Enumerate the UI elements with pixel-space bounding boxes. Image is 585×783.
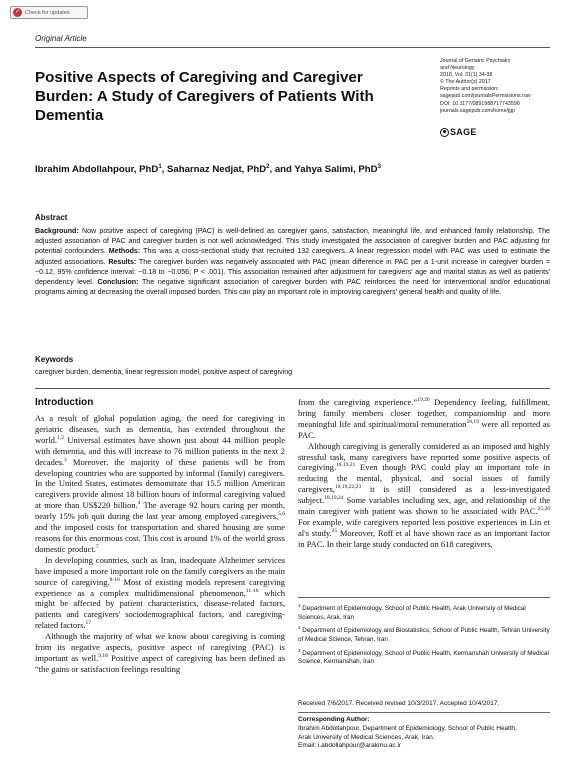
corresponding-line: Arak University of Medical Sciences, Arak, Iran. <box>298 733 435 741</box>
author-affil-sup: 2 <box>266 164 270 170</box>
author-name: Saharnaz Nedjat, PhD <box>167 164 267 176</box>
affiliation-item <box>298 647 550 667</box>
author-affil-sup: 1 <box>158 164 162 170</box>
text-run: were all reported as PAC. <box>298 418 550 440</box>
affiliation-sup: 3 <box>298 647 301 653</box>
text-run: Positive aspect of caregiving has been defined as “the gains or satisfaction feelings resulting <box>35 652 285 674</box>
citation-link[interactable]: 9,18 <box>98 653 108 660</box>
abstract-background: Now positive aspect of caregiving (PAC) is well-defined as caregiver gains, satisfaction, meaningful life, and enhanced family relationship. The adjusted association of PAC and caregiver burden is not well acknowledged. This study investigated the association of caregiver burden and PAC adjusting for potential confounders. <box>35 227 550 256</box>
keywords-text: caregiver burden, dementia, linear regression model, positive aspect of caregiving <box>35 368 293 376</box>
journal-line: 2018, Vol. 31(1) 34-38 <box>440 72 493 79</box>
top-divider <box>35 47 550 48</box>
text-run: Moreover, Roff et al have shown race as an important factor in PAC. In their large study conducted on 618 caregivers, <box>298 527 551 549</box>
update-icon: ✓ <box>14 9 21 15</box>
sage-logo-text: SAGE <box>450 127 477 137</box>
corresponding-email[interactable]: Email: i.abdollahpour@arakmu.ac.ir <box>298 742 402 750</box>
citation-link[interactable]: 25,26 <box>537 506 550 513</box>
citation-link[interactable]: 5,6 <box>278 511 285 518</box>
abstract-label: Background: <box>35 227 79 235</box>
affiliation-text: Department of Epidemiology, School of Public Health, Arak University of Medical Sciences, Arak, Iran <box>298 605 526 621</box>
text-run: from the caregiving experience.” <box>298 397 418 407</box>
text-run: and the imposed costs for transportation and shared housing are some reasons for this enormous cost. This cost is around 1% of the world gross domestic product. <box>35 522 285 554</box>
journal-home-link[interactable]: journals.sagepub.com/home/jgp <box>440 107 516 114</box>
doi-link[interactable]: DOI: 10.1177/0891988717743590 <box>440 100 520 107</box>
text-run: Although the majority of what we know about caregiving is coming from its negative aspects, positive aspect of caregiving (PAC) is important as well. <box>35 631 285 663</box>
affiliation-sup: 2 <box>298 625 301 631</box>
corresponding-author <box>298 716 550 751</box>
citation-link[interactable]: 18,19,24 <box>324 495 344 502</box>
body-column-left <box>35 413 285 675</box>
citation-link[interactable]: 4 <box>137 500 141 507</box>
abstract-heading: Abstract <box>35 213 68 222</box>
section-divider <box>35 388 550 389</box>
citation-link[interactable]: 7 <box>95 544 99 551</box>
sage-logo <box>440 127 477 137</box>
badge-label: Check for updates <box>25 9 70 16</box>
body-paragraph <box>35 555 285 631</box>
check-for-updates-badge[interactable] <box>10 6 88 19</box>
affiliation-item <box>298 624 550 644</box>
text-run: As a result of global population aging, the need for caregiving in geriatric diseases, such as dementia, has extended throughout the world. <box>35 413 285 445</box>
article-title: Positive Aspects of Caregiving and Caregiver Burden: A Study of Caregivers of Patients With Dementia <box>35 69 374 124</box>
corresponding-divider <box>298 712 550 713</box>
author-name: Ibrahim Abdollahpour, PhD <box>35 164 159 176</box>
citation-link[interactable]: 18,19,21 <box>336 462 356 469</box>
article-type: Original Article <box>35 34 87 43</box>
citation-link[interactable]: 17 <box>85 620 91 627</box>
affiliation-text: Department of Epidemiology and Biostatistics, School of Public Health, Tehran University of Medical Science, Tehran, Iran <box>298 627 550 643</box>
affiliation-divider <box>298 597 550 598</box>
citation-link[interactable]: 19,20 <box>417 397 430 404</box>
sage-logo-icon <box>440 128 449 137</box>
author-affil-sup: 3 <box>377 164 381 170</box>
affiliation-item <box>298 602 550 622</box>
body-paragraph <box>298 441 550 550</box>
keywords-heading: Keywords <box>35 355 74 364</box>
journal-line: Reprints and permission: <box>440 86 499 93</box>
text-run: In developing countries, such as Iran, inadequate Alzheimer services have imposed a more important role on the family caregivers as the main source of caregiving. <box>35 554 285 587</box>
citation-link[interactable]: 3 <box>64 456 67 463</box>
received-dates: Received 7/6/2017. Received revised 10/3/2017. Accepted 10/4/2017. <box>298 700 500 707</box>
abstract-results: The caregiver burden was negatively associated with PAC (mean difference in PAC per a 1-unit increase in caregiver burden = −0.12, 95% confidence interval: −0.18 to −0.056; P < .001). This association remained after adjustment for caregivers' age and marital status as well as patients' dependency level. <box>35 257 550 287</box>
body-paragraph <box>35 631 285 675</box>
text-run: Even though PAC could play an important role in reducing the mental, physical, and social issues of family caregivers, <box>298 462 550 495</box>
journal-info <box>440 58 560 115</box>
text-run: Dependency feeling, fulfillment, bring family members closer together, companionship and more meaningful life and spiritual/moral remuneration <box>298 397 551 429</box>
author-list <box>35 164 381 175</box>
citation-link[interactable]: 11-16 <box>245 587 259 594</box>
author-separator: , and <box>269 164 295 176</box>
affiliation-text: Department of Epidemiology, School of Public Health, Kermanshah University of Medical Science, Kermanshah, Iran <box>298 649 549 666</box>
text-run: Some variables including sex, age, and relationship of the main caregiver with patient was shown to be associated with PAC. <box>298 495 550 517</box>
text-run: Most of existing models represent caregiving experience as a complex multidimensional phenomenon, <box>35 576 285 598</box>
text-run: it is still considered as a less-investigated subject. <box>298 484 550 506</box>
citation-link[interactable]: 25 <box>331 528 338 535</box>
body-paragraph <box>298 397 550 441</box>
author-separator: , <box>161 164 167 176</box>
text-run: The average 92 hours caring per month, nearly 15% job quit during the last year among employed caregivers, <box>35 500 286 522</box>
citation-link[interactable]: 18,19 <box>466 418 479 425</box>
affiliation-sup: 1 <box>298 603 301 608</box>
abstract-label: Results: <box>108 257 137 266</box>
journal-line: Journal of Geriatric Psychiatry <box>440 58 511 64</box>
abstract-text <box>35 226 550 297</box>
corresponding-line: Ibrahim Abdollahpour, Department of Epidemiology, School of Public Health, <box>298 724 517 732</box>
permissions-link[interactable]: sagepub.com/journalsPermissions.nav <box>440 93 531 100</box>
text-run: which might be affected by patient characteristics, disease-related factors, patients and caregivers' sociodemographical factors, and caregiving-related factors. <box>35 587 285 631</box>
journal-line: © The Author(s) 2017 <box>440 79 491 86</box>
abstract-label: Methods: <box>108 247 141 256</box>
journal-line: and Neurology <box>440 65 475 72</box>
citation-link[interactable]: 8-10 <box>109 576 120 583</box>
corresponding-heading: Corresponding Author: <box>298 716 370 723</box>
abstract-methods: This was a cross-sectional study that recruited 132 caregivers. A linear regression model with PAC was used to estimate the adjusted associations. <box>35 247 550 266</box>
citation-link[interactable]: 1,2 <box>56 434 64 441</box>
author-name: Yahya Salimi, PhD <box>294 164 378 176</box>
abstract-label: Conclusion: <box>97 278 139 287</box>
text-run: For example, wife caregivers reported less positive experiences in Lin et al's study. <box>298 516 550 538</box>
body-column-right <box>298 397 550 550</box>
body-paragraph <box>35 413 285 555</box>
abstract-conclusion: The negative significant association of caregiver burden with PAC reinforces the need for interventional and/or educational programs aiming at decreasing the overall imposed burden. This can play an important role in improving caregivers' general health and quality of life. <box>35 278 550 297</box>
text-run: Moreover, the majority of these patients will be from developing countries who are supported by informal (family) caregivers. In the United States, estimates demonstrate that 15.5 million American caregivers provide almost 18 billion hours of informal caregiving valued at more than US$220 billion. <box>35 456 285 511</box>
introduction-heading: Introduction <box>35 397 94 408</box>
text-run: Universal estimates have shown just about 44 million people with dementia, and this will increase to 76 million patients in the next 2 decades. <box>35 434 285 467</box>
citation-link[interactable]: 18,19,22,23 <box>335 484 362 491</box>
text-run: Although caregiving is generally considered as an imposed and highly stressful task, many caregivers have reported some positive aspects of caregiving. <box>298 440 550 473</box>
affiliations <box>298 602 550 669</box>
